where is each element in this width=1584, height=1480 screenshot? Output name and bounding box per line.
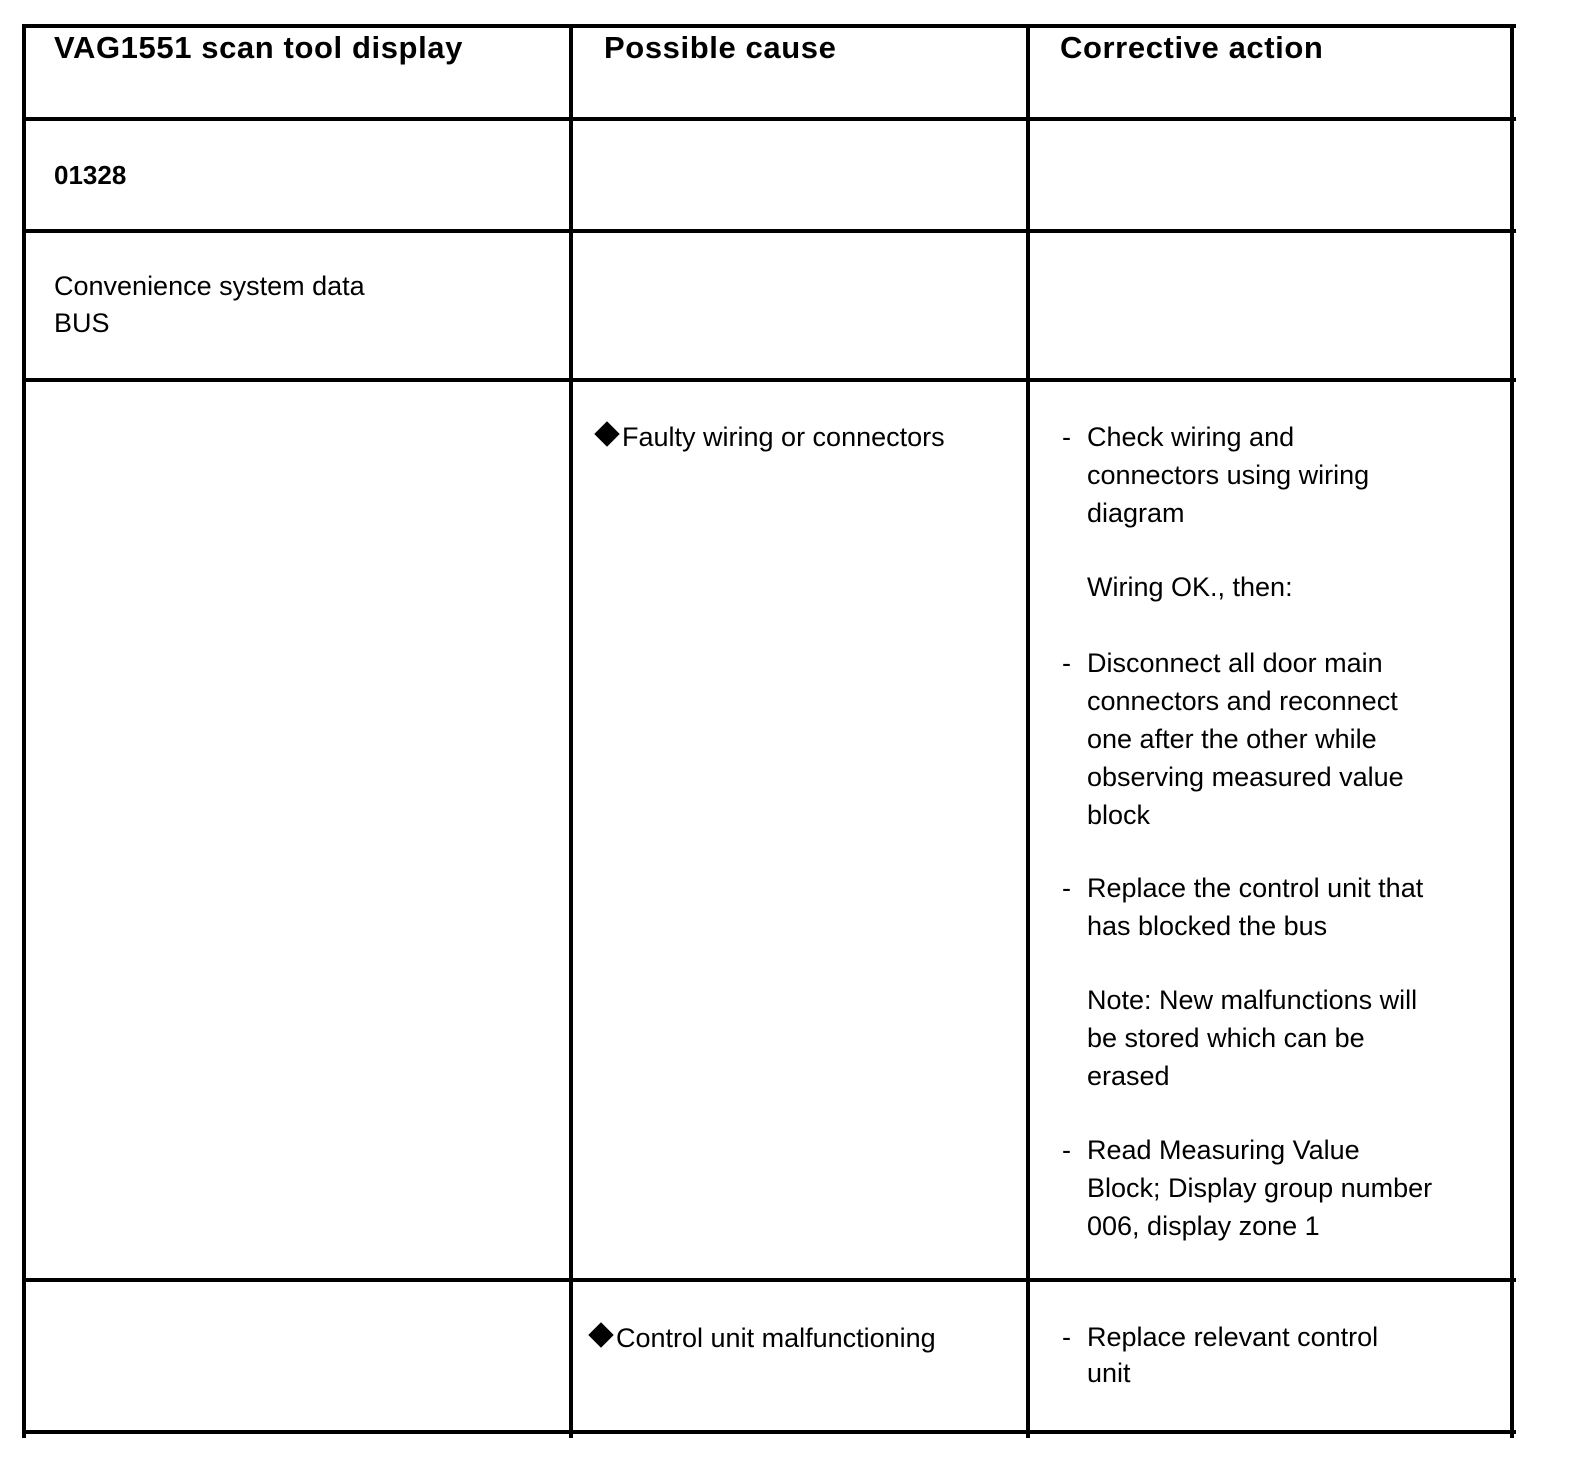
corrective-action-item — [1062, 644, 1404, 834]
column-divider — [569, 24, 573, 1438]
corrective-action-item — [1062, 869, 1424, 945]
possible-cause-text: Control unit malfunctioning — [616, 1323, 936, 1353]
dash-bullet: - — [1062, 1135, 1071, 1165]
table-border-right — [1510, 24, 1514, 1438]
row-divider — [22, 378, 1516, 382]
diamond-bullet-icon — [594, 421, 619, 446]
corrective-action-text: Check wiring and connectors using wiring diagram — [1087, 422, 1370, 528]
corrective-action-text: Disconnect all door main connectors and reconnect one after the other while observing measured value block — [1087, 648, 1404, 830]
dash-bullet: - — [1062, 648, 1071, 678]
row-divider — [22, 1278, 1516, 1282]
corrective-action-item — [1062, 1319, 1379, 1391]
corrective-action-text: Replace relevant control unit — [1087, 1322, 1379, 1388]
diamond-bullet-icon — [588, 1322, 613, 1347]
corrective-action-text: Read Measuring Value Block; Display group number 006, display zone 1 — [1087, 1135, 1433, 1241]
dash-bullet: - — [1062, 1322, 1071, 1352]
header-corrective-action: Corrective action — [1060, 30, 1324, 65]
corrective-action-text: Wiring OK., then: — [1087, 572, 1293, 602]
possible-cause-item — [598, 418, 945, 456]
table-border-left — [22, 24, 26, 1438]
possible-cause-item — [592, 1319, 936, 1357]
row-divider — [22, 117, 1516, 121]
table-border-bottom — [22, 1430, 1516, 1434]
corrective-action-note — [1062, 568, 1293, 606]
corrective-action-item — [1062, 418, 1370, 532]
corrective-action-note — [1062, 981, 1418, 1095]
fault-description: Convenience system data BUS — [54, 271, 365, 338]
dash-bullet: - — [1062, 422, 1071, 452]
dash-bullet: - — [1062, 873, 1071, 903]
row-divider — [22, 229, 1516, 233]
possible-cause-text: Faulty wiring or connectors — [622, 422, 945, 452]
corrective-action-text: Replace the control unit that has blocked the bus — [1087, 873, 1424, 941]
table-border-top — [22, 24, 1516, 28]
corrective-action-item — [1062, 1131, 1433, 1245]
fault-code: 01328 — [54, 160, 127, 190]
column-divider — [1026, 24, 1030, 1438]
corrective-action-text: Note: New malfunctions will be stored which can be erased — [1087, 985, 1418, 1091]
header-possible-cause: Possible cause — [604, 30, 837, 65]
header-scan-tool-display: VAG1551 scan tool display — [54, 30, 463, 65]
